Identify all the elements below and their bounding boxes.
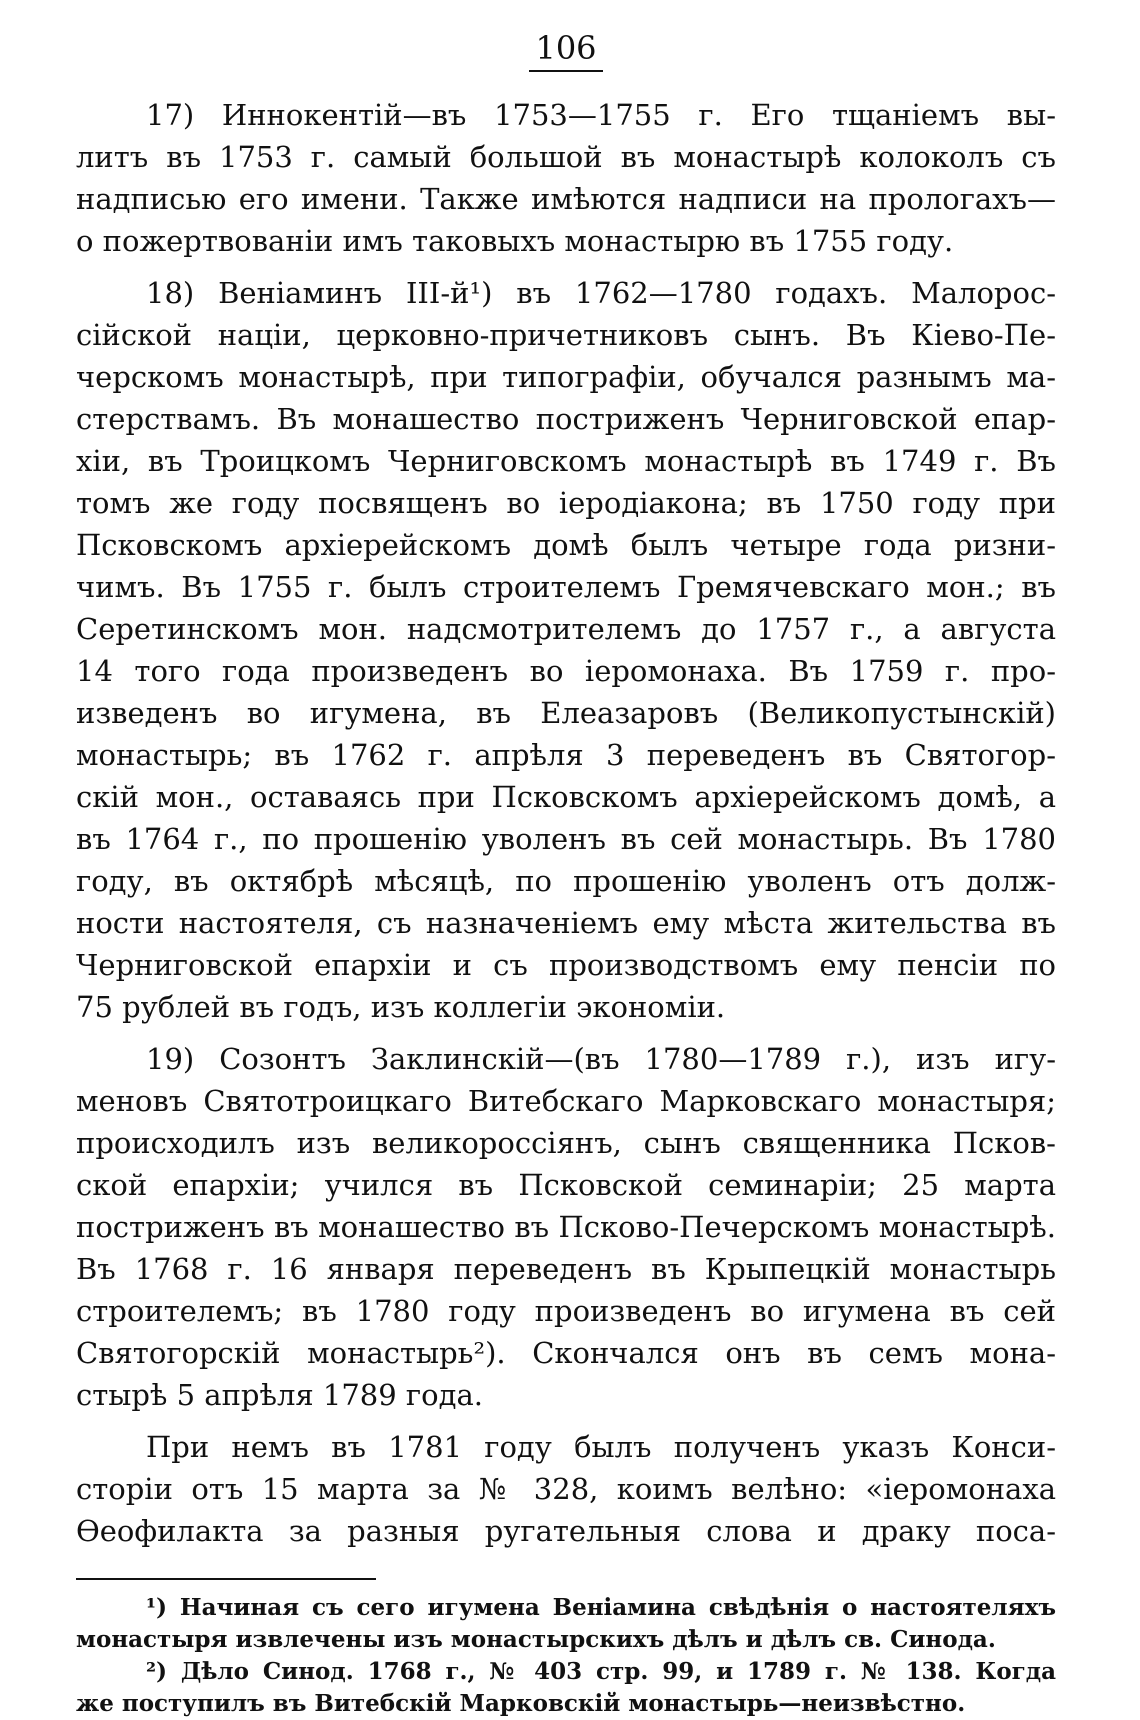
text-line: изведенъ во игумена, въ Елеазаровъ (Великопустынскій) — [76, 696, 1056, 730]
text-line: Серетинскомъ мон. надсмотрителемъ до 1757 г., а августа — [76, 612, 1056, 646]
text-line: происходилъ изъ великороссіянъ, сынъ священника Псков- — [76, 1126, 1056, 1160]
text-line: Въ 1768 г. 16 января переведенъ въ Крыпецкій монастырь — [76, 1252, 1056, 1286]
text-line: строителемъ; въ 1780 году произведенъ во игумена въ сей — [76, 1294, 1056, 1328]
text-line: ности настоятеля, съ назначеніемъ ему мѣста жительства въ — [76, 906, 1056, 940]
text-line: литъ въ 1753 г. самый большой въ монастырѣ колоколъ съ — [76, 140, 1056, 174]
text-line: стырѣ 5 апрѣля 1789 года. — [76, 1378, 483, 1412]
footnote-line: монастыря извлечены изъ монастырскихъ дѣлъ и дѣлъ св. Синода. — [76, 1626, 996, 1653]
text-line: стерствамъ. Въ монашество постриженъ Черниговской епар- — [76, 402, 1056, 436]
text-line: При немъ въ 1781 году былъ полученъ указъ Конси- — [146, 1430, 1056, 1464]
text-line: 14 того года произведенъ во іеромонаха. Въ 1759 г. про- — [76, 654, 1056, 688]
text-line: Псковскомъ архіерейскомъ домѣ былъ четыре года ризни- — [76, 528, 1056, 562]
text-line: надписью его имени. Также имѣются надписи на прологахъ— — [76, 182, 1056, 216]
text-line: Святогорскій монастырь²). Скончался онъ въ семъ мона- — [76, 1336, 1056, 1370]
text-line: въ 1764 г., по прошенію уволенъ въ сей монастырь. Въ 1780 — [76, 822, 1056, 856]
text-line: году, въ октябрѣ мѣсяцѣ, по прошенію уволенъ отъ долж- — [76, 864, 1056, 898]
footnote-line: ²) Дѣло Синод. 1768 г., № 403 стр. 99, и 1789 г. № 138. Когда — [146, 1658, 1056, 1685]
text-line: о пожертвованіи имъ таковыхъ монастырю въ 1755 году. — [76, 224, 954, 258]
text-line: Черниговской епархіи и съ производствомъ ему пенсіи по — [76, 948, 1056, 982]
footnote-1 — [76, 1592, 1056, 1656]
text-line: хіи, въ Троицкомъ Черниговскомъ монастырѣ въ 1749 г. Въ — [76, 444, 1056, 478]
page-number-text: 106 — [529, 28, 602, 72]
paragraph-17-innokentiy — [76, 94, 1056, 262]
text-line: черскомъ монастырѣ, при типографіи, обучался разнымъ ма- — [76, 360, 1056, 394]
page-number — [76, 28, 1056, 72]
book-page — [76, 28, 1056, 1720]
footnote-line: же поступилъ въ Витебскій Марковскій монастырь—неизвѣстно. — [76, 1690, 966, 1717]
text-line: 75 рублей въ годъ, изъ коллегіи экономіи. — [76, 990, 726, 1024]
footnote-2 — [76, 1656, 1056, 1720]
text-line: 18) Веніаминъ III-й¹) въ 1762—1780 годахъ. Малорос- — [146, 276, 1056, 310]
text-line: постриженъ въ монашество въ Псково-Печерскомъ монастырѣ. — [76, 1210, 1056, 1244]
text-line: чимъ. Въ 1755 г. былъ строителемъ Гремячевскаго мон.; въ — [76, 570, 1056, 604]
text-line: ской епархіи; учился въ Псковской семинаріи; 25 марта — [76, 1168, 1056, 1202]
text-line: томъ же году посвященъ во іеродіакона; въ 1750 году при — [76, 486, 1056, 520]
text-line: 17) Иннокентій—въ 1753—1755 г. Его тщаніемъ вы- — [146, 98, 1056, 132]
text-line: меновъ Святотроицкаго Витебскаго Марковскаго монастыря; — [76, 1084, 1056, 1118]
text-line: Ѳеофилакта за разныя ругательныя слова и драку поса- — [76, 1514, 1056, 1548]
paragraph-19-sozont — [76, 1038, 1056, 1416]
paragraph-ukaz-1781 — [76, 1426, 1056, 1552]
footnote-line: ¹) Начиная съ сего игумена Веніамина свѣдѣнія о настоятеляхъ — [146, 1594, 1056, 1621]
text-line: сійской націи, церковно-причетниковъ сынъ. Въ Кіево-Пе- — [76, 318, 1056, 352]
text-line: сторіи отъ 15 марта за № 328, коимъ велѣно: «іеромонаха — [76, 1472, 1056, 1506]
paragraph-18-veniamin — [76, 272, 1056, 1028]
footnote-divider — [76, 1578, 376, 1580]
text-line: монастырь; въ 1762 г. апрѣля 3 переведенъ въ Святогор- — [76, 738, 1056, 772]
text-line: 19) Созонтъ Заклинскій—(въ 1780—1789 г.), изъ игу- — [146, 1042, 1056, 1076]
text-line: скій мон., оставаясь при Псковскомъ архіерейскомъ домѣ, а — [76, 780, 1056, 814]
